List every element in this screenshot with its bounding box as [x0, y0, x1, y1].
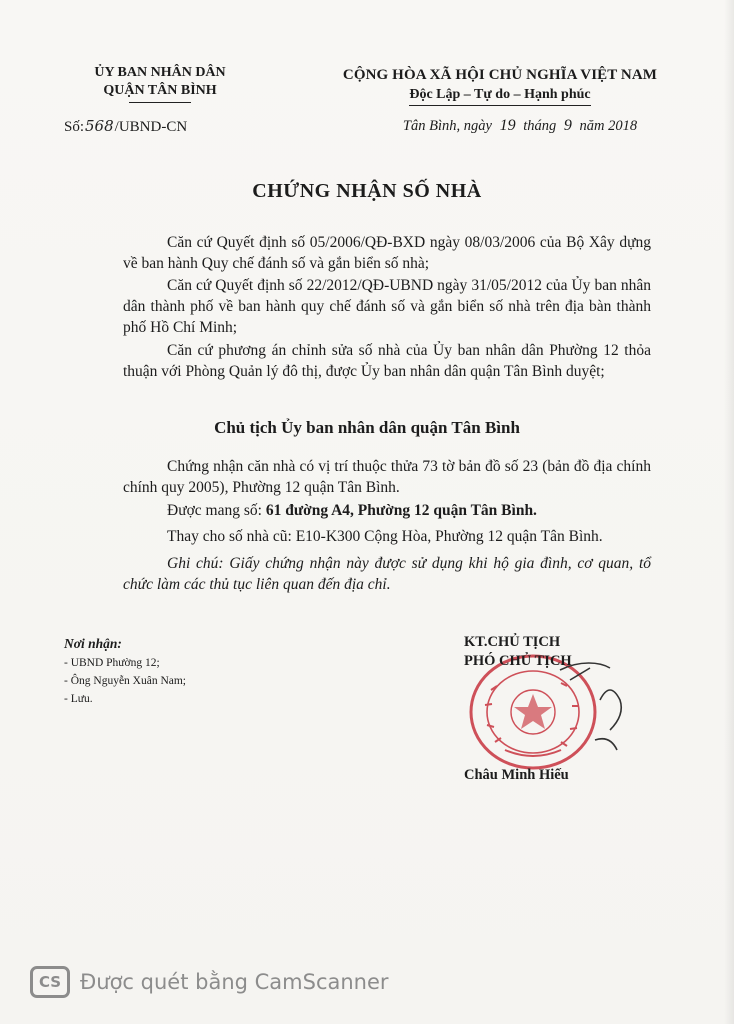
national-title: CỘNG HÒA XÃ HỘI CHỦ NGHĨA VIỆT NAM — [342, 67, 658, 83]
camscanner-text: Được quét bằng CamScanner — [80, 970, 389, 994]
date-year: năm 2018 — [579, 118, 638, 134]
document-number — [64, 117, 187, 136]
national-header — [300, 66, 700, 106]
date-line — [340, 117, 700, 135]
recipients-title: Nơi nhận: — [64, 636, 122, 651]
chairman-heading: Chủ tịch Ủy ban nhân dân quận Tân Bình — [214, 418, 520, 437]
recipient-item: - Ông Nguyễn Xuân Nam; — [64, 675, 187, 687]
basis-paragraph-2: Căn cứ Quyết định số 22/2012/QĐ-UBND ngày 31/05/2012 của Ủy ban nhân dân thành phố về ban hành quy chế đánh số và gắn biển số nhà trên địa bàn thành phố Hồ Chí Minh; — [123, 277, 651, 336]
issuer-line-2: QUẬN TÂN BÌNH — [103, 83, 217, 98]
note-paragraph: Ghi chú: Giấy chứng nhận này được sử dụng khi hộ gia đình, cơ quan, tổ chức làm các thủ tục liên quan đến địa chỉ. — [123, 555, 651, 593]
date-day: 19 — [499, 117, 516, 134]
issuer-block — [60, 64, 260, 103]
old-address-paragraph: Thay cho số nhà cũ: E10-K300 Cộng Hòa, Phường 12 quận Tân Bình. — [167, 528, 603, 545]
new-address-label: Được mang số: — [167, 502, 266, 519]
signature-title-2: PHÓ CHỦ TỊCH — [464, 653, 572, 669]
new-address-value: 61 đường A4, Phường 12 quận Tân Bình. — [265, 502, 537, 519]
new-address-paragraph — [123, 500, 651, 521]
date-month-label: tháng — [523, 118, 557, 134]
doc-number-prefix: Số: — [64, 119, 85, 135]
doc-number-handwritten: 568 — [85, 117, 114, 135]
basis-paragraph-1: Căn cứ Quyết định số 05/2006/QĐ-BXD ngày 08/03/2006 của Bộ Xây dựng về ban hành Quy chế đánh số và gắn biển số nhà; — [123, 234, 651, 272]
recipient-item: - UBND Phường 12; — [64, 657, 160, 669]
document-title: CHỨNG NHẬN SỐ NHÀ — [252, 180, 482, 202]
certification-paragraph: Chứng nhận căn nhà có vị trí thuộc thửa 73 tờ bản đồ số 23 (bản đồ địa chính chính quy 2005), Phường 12 quận Tân Bình. — [123, 458, 651, 496]
national-motto: Độc Lập – Tự do – Hạnh phúc — [409, 86, 590, 106]
issuer-line-1: ỦY BAN NHÂN DÂN — [94, 65, 226, 80]
signature-title-1: KT.CHỦ TỊCH — [464, 634, 561, 650]
doc-number-suffix: /UBND-CN — [114, 119, 188, 135]
camscanner-watermark — [30, 962, 389, 1002]
basis-paragraph-3: Căn cứ phương án chỉnh sửa số nhà của Ủy ban nhân dân Phường 12 thỏa thuận với Phòng Quản lý đô thị, được Ủy ban nhân dân quận Tân Bình duyệt; — [123, 342, 651, 380]
date-month: 9 — [563, 117, 572, 134]
camscanner-logo-icon: CS — [30, 966, 70, 998]
recipient-item: - Lưu. — [64, 693, 93, 705]
signer-name: Châu Minh Hiếu — [464, 767, 569, 783]
scan-edge-shadow — [724, 0, 734, 1024]
issuer-underline — [129, 102, 191, 103]
date-place: Tân Bình, ngày — [402, 118, 492, 134]
